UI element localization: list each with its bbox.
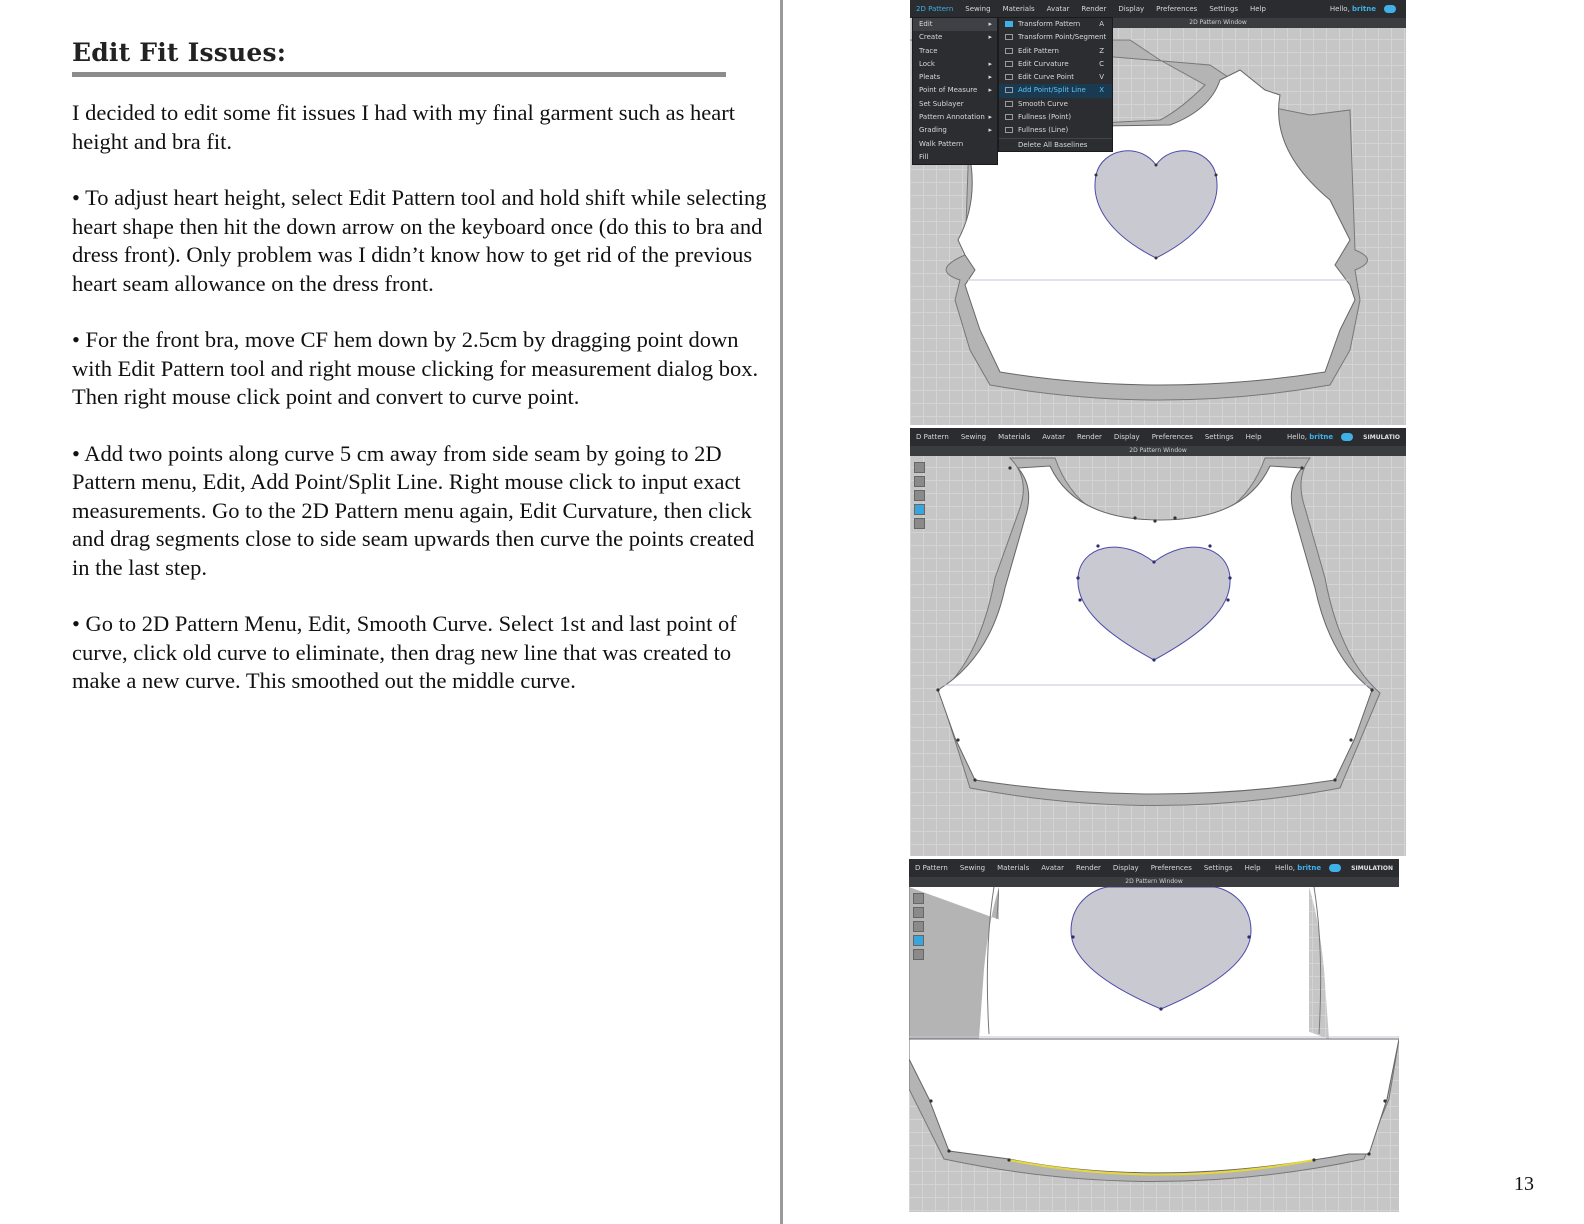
simulation-button[interactable]: SIMULATIO xyxy=(1363,433,1400,441)
title-underline xyxy=(72,72,726,77)
submenu-fullness-line[interactable] xyxy=(999,124,1112,137)
edit-curvature-icon xyxy=(1005,61,1013,67)
chevron-right-icon: ▸ xyxy=(988,126,992,135)
menu-avatar[interactable]: Avatar xyxy=(1046,5,1070,13)
submenu-label: Edit Curve Point xyxy=(1018,73,1075,82)
window-title: 2D Pattern Window xyxy=(910,446,1406,456)
transform-tool-icon[interactable] xyxy=(914,476,925,487)
menu-avatar[interactable]: Avatar xyxy=(1041,864,1064,872)
window-title: 2D Pattern Window xyxy=(1030,18,1406,28)
intro-paragraph: I decided to edit some fit issues I had with my final garment such as heart height and bra fit. xyxy=(72,100,735,154)
menu-item-create[interactable] xyxy=(913,31,997,44)
menu-help[interactable]: Help xyxy=(1245,433,1262,441)
shortcut-key: X xyxy=(1099,86,1104,95)
submenu-label: Delete All Baselines xyxy=(1018,140,1088,149)
menu-materials[interactable]: Materials xyxy=(998,433,1031,441)
submenu-add-point-split-line[interactable] xyxy=(999,84,1112,97)
chevron-right-icon: ▸ xyxy=(988,113,992,122)
menu-2d-pattern[interactable]: D Pattern xyxy=(915,864,948,872)
transform-tool-icon[interactable] xyxy=(913,907,924,918)
menu-item-pleats[interactable] xyxy=(913,71,997,84)
menu-item-label: Pleats xyxy=(919,73,941,82)
menu-settings[interactable]: Settings xyxy=(1204,433,1234,441)
menu-item-label: Point of Measure xyxy=(919,86,978,95)
user-greeting xyxy=(1287,433,1341,441)
menu-help[interactable]: Help xyxy=(1250,5,1266,13)
greeting-text: Hello, xyxy=(1329,5,1350,13)
submenu-label: Smooth Curve xyxy=(1018,99,1068,108)
transform-point-icon xyxy=(1005,34,1013,40)
menu-item-fill[interactable] xyxy=(913,151,997,164)
menu-render[interactable]: Render xyxy=(1075,864,1101,872)
add-point-icon xyxy=(1005,87,1013,93)
zoom-tool-icon[interactable] xyxy=(913,921,924,932)
chevron-right-icon: ▸ xyxy=(988,86,992,95)
menu-preferences[interactable]: Preferences xyxy=(1156,5,1198,13)
menu-sewing[interactable]: Sewing xyxy=(965,5,991,13)
menu-item-label: Pattern Annotation xyxy=(919,113,985,122)
page-number: 13 xyxy=(1514,1173,1534,1195)
step-add-points: • Add two points along curve 5 cm away from side seam by going to 2D Pattern menu, Edit, Add Point/Split Line. Right mouse click to input exact measurements. Go to the 2D Pattern menu again, Edit Curvature, then click and drag segments close to side seam upwards then curve the points created in the last step. xyxy=(72,440,755,580)
menu-item-edit[interactable] xyxy=(913,18,997,31)
menu-preferences[interactable]: Preferences xyxy=(1150,864,1192,872)
username[interactable]: britne xyxy=(1309,433,1334,441)
menu-sewing[interactable]: Sewing xyxy=(959,864,986,872)
edit-submenu xyxy=(998,17,1113,152)
cloud-icon[interactable] xyxy=(1384,5,1396,13)
submenu-label: Transform Pattern xyxy=(1018,20,1081,28)
submenu-transform-pattern[interactable] xyxy=(999,18,1112,31)
select-tool-icon[interactable] xyxy=(914,462,925,473)
menu-settings[interactable]: Settings xyxy=(1209,5,1239,13)
menu-sewing[interactable]: Sewing xyxy=(960,433,987,441)
submenu-smooth-curve[interactable] xyxy=(999,98,1112,111)
tool-strip xyxy=(914,462,926,529)
edit-tool-icon[interactable] xyxy=(913,935,924,946)
menu-item-trace[interactable] xyxy=(913,45,997,58)
greeting-text: Hello, xyxy=(1274,864,1295,872)
menu-avatar[interactable]: Avatar xyxy=(1042,433,1065,441)
submenu-edit-curvature[interactable] xyxy=(999,58,1112,71)
submenu-label: Add Point/Split Line xyxy=(1018,86,1086,95)
menu-settings[interactable]: Settings xyxy=(1203,864,1233,872)
user-greeting xyxy=(1275,864,1329,872)
smooth-curve-icon xyxy=(1005,101,1013,107)
menu-render[interactable]: Render xyxy=(1081,5,1107,13)
menu-item-label: Edit xyxy=(919,20,933,28)
screenshot-edit-menu xyxy=(910,0,1406,425)
edit-tool-icon[interactable] xyxy=(914,504,925,515)
menu-item-lock[interactable] xyxy=(913,58,997,71)
chevron-right-icon: ▸ xyxy=(988,73,992,82)
menu-display[interactable]: Display xyxy=(1118,5,1145,13)
point-tool-icon[interactable] xyxy=(914,518,925,529)
chevron-right-icon: ▸ xyxy=(988,59,992,68)
cloud-icon[interactable] xyxy=(1329,864,1341,872)
submenu-fullness-point[interactable] xyxy=(999,111,1112,124)
menu-materials[interactable]: Materials xyxy=(1002,5,1035,13)
username[interactable]: britne xyxy=(1352,5,1376,13)
menu-item-label: Set Sublayer xyxy=(919,99,964,108)
username[interactable]: britne xyxy=(1297,864,1322,872)
menu-item-label: Fill xyxy=(919,152,929,161)
menu-item-label: Walk Pattern xyxy=(919,139,964,148)
menu-item-walk-pattern[interactable] xyxy=(913,138,997,151)
chevron-right-icon: ▸ xyxy=(988,20,992,28)
menu-materials[interactable]: Materials xyxy=(997,864,1030,872)
menu-preferences[interactable]: Preferences xyxy=(1151,433,1193,441)
point-tool-icon[interactable] xyxy=(913,949,924,960)
transform-pattern-icon xyxy=(1005,21,1013,27)
shortcut-key: Z xyxy=(1099,46,1104,55)
select-tool-icon[interactable] xyxy=(913,893,924,904)
menu-bar xyxy=(910,0,1406,18)
submenu-edit-curve-point[interactable] xyxy=(999,71,1112,84)
menu-item-pattern-annotation[interactable] xyxy=(913,111,997,124)
menu-bar xyxy=(910,428,1406,446)
menu-help[interactable]: Help xyxy=(1244,864,1261,872)
zoom-tool-icon[interactable] xyxy=(914,490,925,501)
bodice-pattern xyxy=(910,428,1406,856)
submenu-delete-all-baselines[interactable] xyxy=(999,138,1112,151)
submenu-edit-pattern[interactable] xyxy=(999,45,1112,58)
menu-item-label: Grading xyxy=(919,126,947,135)
menu-item-label: Create xyxy=(919,33,943,42)
menu-bar xyxy=(909,859,1399,877)
chevron-right-icon: ▸ xyxy=(988,33,992,42)
menu-item-label: Lock xyxy=(919,59,935,68)
shortcut-key: V xyxy=(1099,73,1104,82)
pattern-menu-dropdown xyxy=(912,17,998,165)
edit-pattern-icon xyxy=(1005,48,1013,54)
bodice-pattern xyxy=(909,859,1399,1212)
menu-2d-pattern[interactable]: D Pattern xyxy=(916,433,949,441)
user-greeting xyxy=(1330,5,1384,13)
shortcut-key: C xyxy=(1099,59,1104,68)
screenshot-smoothed-curve xyxy=(909,859,1399,1212)
tool-strip xyxy=(913,893,925,960)
screenshot-bodice-edited xyxy=(910,428,1406,856)
menu-2d-pattern[interactable]: 2D Pattern xyxy=(916,5,954,13)
cloud-icon[interactable] xyxy=(1341,433,1353,441)
window-title: 2D Pattern Window xyxy=(909,877,1399,887)
step-front-bra: • For the front bra, move CF hem down by 2.5cm by dragging point down with Edit Pattern tool and right mouse clicking for measurement dialog box. Then right mouse click point and convert to curve point. xyxy=(72,327,759,409)
menu-item-label: Trace xyxy=(919,46,938,55)
menu-item-point-of-measure[interactable] xyxy=(913,84,997,97)
instructions xyxy=(72,99,772,696)
edit-curve-point-icon xyxy=(1005,74,1013,80)
menu-item-grading[interactable] xyxy=(913,124,997,137)
column-divider xyxy=(780,0,783,1224)
greeting-text: Hello, xyxy=(1287,433,1307,441)
submenu-transform-point-segment[interactable] xyxy=(999,31,1112,44)
simulation-button[interactable]: SIMULATION xyxy=(1351,864,1393,872)
page-title: Edit Fit Issues: xyxy=(72,38,287,67)
step-smooth-curve: • Go to 2D Pattern Menu, Edit, Smooth Curve. Select 1st and last point of curve, click old curve to eliminate, then drag new line that was created to make a new curve. This smoothed out the middle curve. xyxy=(72,611,737,693)
menu-render[interactable]: Render xyxy=(1076,433,1102,441)
shortcut-key: A xyxy=(1099,20,1104,28)
menu-display[interactable]: Display xyxy=(1113,433,1140,441)
menu-item-set-sublayer[interactable] xyxy=(913,98,997,111)
fullness-line-icon xyxy=(1005,127,1013,133)
step-heart-height: • To adjust heart height, select Edit Pattern tool and hold shift while selecting heart shape then hit the down arrow on the keyboard once (do this to bra and dress front). Only problem was I didn’t know how to get rid of the previous heart seam allowance on the dress front. xyxy=(72,185,767,296)
fullness-point-icon xyxy=(1005,114,1013,120)
submenu-label: Fullness (Point) xyxy=(1018,113,1072,122)
submenu-label: Edit Curvature xyxy=(1018,59,1069,68)
submenu-label: Fullness (Line) xyxy=(1018,126,1069,135)
text-column xyxy=(72,36,772,724)
submenu-label: Transform Point/Segment xyxy=(1018,33,1107,42)
submenu-label: Edit Pattern xyxy=(1018,46,1059,55)
menu-display[interactable]: Display xyxy=(1112,864,1139,872)
